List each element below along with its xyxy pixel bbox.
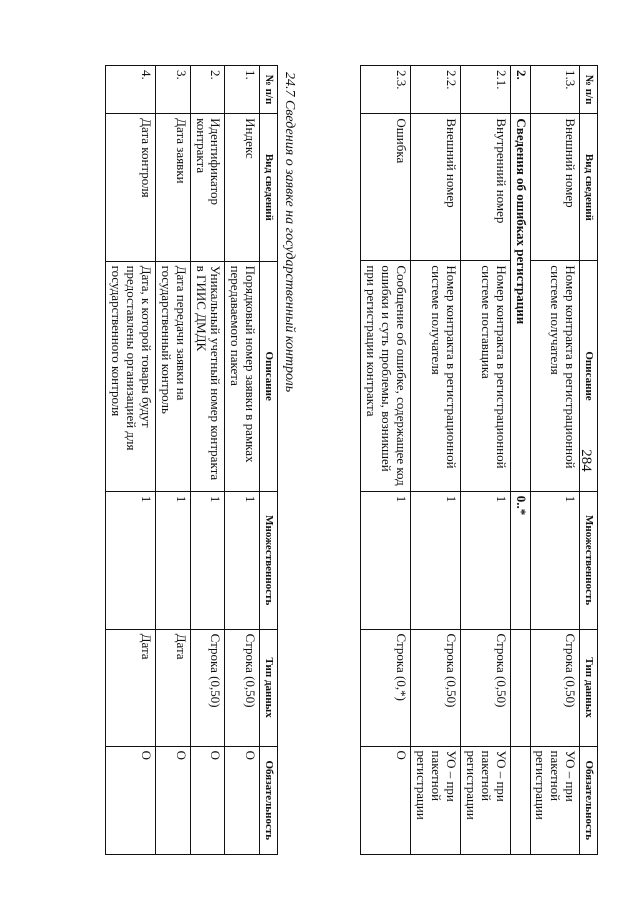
- cell-type: Дата: [155, 629, 190, 746]
- cell-type: Строка (0,50): [410, 629, 460, 746]
- header-num: № п/п: [260, 66, 278, 114]
- cell-num: 4.: [105, 66, 155, 114]
- cell-req: О: [105, 746, 155, 854]
- cell-req: УО – при пакетной регистрации: [460, 746, 510, 854]
- cell-kind: Индекс: [225, 114, 260, 261]
- cell-num: 2.2.: [410, 66, 460, 114]
- cell-kind: Дата контроля: [105, 114, 155, 261]
- cell-req: О: [155, 746, 190, 854]
- header-kind: Вид сведений: [260, 114, 278, 261]
- table-row: [105, 66, 155, 855]
- table-row: [460, 66, 510, 855]
- page-number: 284: [577, 449, 594, 472]
- cell-type: Строка (0,50): [530, 629, 580, 746]
- header-num: № п/п: [580, 66, 598, 114]
- cell-kind: Внешний номер: [530, 114, 580, 261]
- cell-desc: Порядковый номер заявки в рамках передаваемого пакета: [225, 261, 260, 491]
- cell-num: 1.: [225, 66, 260, 114]
- cell-desc: Сообщение об ошибке, содержащее код ошибки и суть проблемы, возникшей при регистрации контракта: [361, 261, 411, 491]
- cell-mult: 1: [410, 491, 460, 629]
- cell-mult: 1: [190, 491, 225, 629]
- header-mult: Множественность: [260, 491, 278, 629]
- cell-mult: 1: [155, 491, 190, 629]
- cell-kind: Ошибка: [361, 114, 411, 261]
- cell-desc: Номер контракта в регистрационной системе получателя: [530, 261, 580, 491]
- cell-type: Строка (0,50): [190, 629, 225, 746]
- cell-num: 2.3.: [361, 66, 411, 114]
- cell-type: [510, 629, 530, 746]
- cell-desc: Дата передачи заявки на государственный контроль: [155, 261, 190, 491]
- section-row: [510, 66, 530, 855]
- cell-mult: 1: [105, 491, 155, 629]
- cell-type: Строка (0,*): [361, 629, 411, 746]
- table-row: [190, 66, 225, 855]
- section-caption: 24.7 Сведения о заявке на государственный контроль: [282, 72, 297, 393]
- table-row: [530, 66, 580, 855]
- cell-req: УО – при пакетной регистрации: [410, 746, 460, 854]
- cell-kind: Внутренний номер: [460, 114, 510, 261]
- errors-table: [360, 65, 598, 855]
- cell-mult: 1: [530, 491, 580, 629]
- cell-desc: Номер контракта в регистрационной системе поставщика: [460, 261, 510, 491]
- cell-kind: Внешний номер: [410, 114, 460, 261]
- header-type: Тип данных: [580, 629, 598, 746]
- control-request-table: [105, 65, 278, 855]
- header-req: Обязательность: [580, 746, 598, 854]
- cell-mult: 1: [225, 491, 260, 629]
- cell-num: 1.3.: [530, 66, 580, 114]
- cell-req: УО – при пакетной регистрации: [530, 746, 580, 854]
- table-row: [410, 66, 460, 855]
- cell-section-title: Сведения об ошибках регистрации: [510, 114, 530, 491]
- cell-kind: Дата заявки: [155, 114, 190, 261]
- table-header-row: [260, 66, 278, 855]
- header-type: Тип данных: [260, 629, 278, 746]
- cell-req: О: [361, 746, 411, 854]
- header-desc: Описание: [580, 261, 598, 491]
- cell-desc: Уникальный учетный номер контракта в ГИИС ДМДК: [190, 261, 225, 491]
- cell-type: Дата: [105, 629, 155, 746]
- cell-num: 2.1.: [460, 66, 510, 114]
- cell-type: Строка (0,50): [460, 629, 510, 746]
- cell-req: О: [225, 746, 260, 854]
- table-row: [361, 66, 411, 855]
- cell-type: Строка (0,50): [225, 629, 260, 746]
- cell-req: [510, 746, 530, 854]
- header-mult: Множественность: [580, 491, 598, 629]
- cell-num: 2.: [510, 66, 530, 114]
- cell-mult: 1: [460, 491, 510, 629]
- cell-num: 2.: [190, 66, 225, 114]
- cell-desc: Номер контракта в регистрационной системе получателя: [410, 261, 460, 491]
- cell-desc: Дата, к которой товары будут предоставлены организацией для государственного контроля: [105, 261, 155, 491]
- header-desc: Описание: [260, 261, 278, 491]
- header-kind: Вид сведений: [580, 114, 598, 261]
- table-row: [155, 66, 190, 855]
- cell-req: О: [190, 746, 225, 854]
- cell-mult: 0..*: [510, 491, 530, 629]
- cell-kind: Идентификатор контракта: [190, 114, 225, 261]
- table-row: [225, 66, 260, 855]
- cell-mult: 1: [361, 491, 411, 629]
- cell-num: 3.: [155, 66, 190, 114]
- header-req: Обязательность: [260, 746, 278, 854]
